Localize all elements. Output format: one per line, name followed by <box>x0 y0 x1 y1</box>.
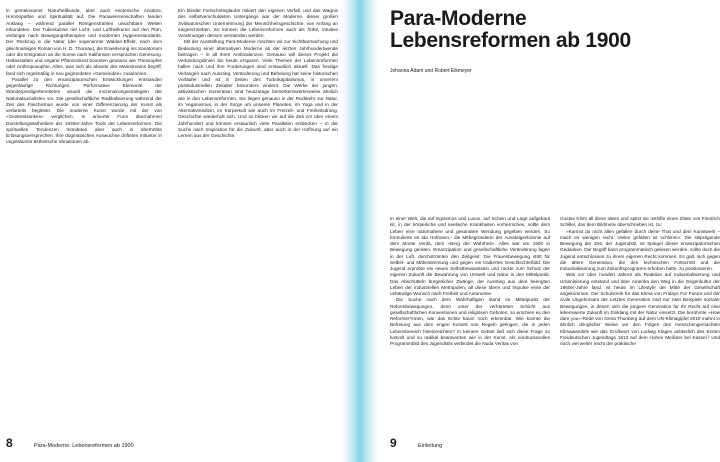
authors: Johanna Adam und Robert Eikmeyer <box>390 68 472 74</box>
left-col-2 <box>178 8 338 139</box>
paragraph: In einer Welt, die auf Egoismus und Luxus, auf Schein und Lüge aufgebaut ist, in der körperliche und seelische Krankheiten vorherrschen, sollte dem Leben eine naturnahere und gesündere Wendung gegeben werden. So formulierte es Ida Hofmann,¹ die Mitbegründerin der Aussteigerkolonie auf dem Monte Verità, dem »Berg der Wahrheit«. Alles war um 1900 in Bewegung geraten. Emanzipation und gesellschaftliche Veränderung lagen in der Luft, durchströmten den Zeitgeist: Die Frauenbewegung stritt für Selbst- und Mitbestimmung und gegen ein tradiertes Geschlechterbild. Die Jugend erprobte ein neues Selbstbewusstsein und rückte zum Schutz der eigenen Zukunft die Bewahrung von Umwelt und Natur in den Mittelpunkt. Das Abschütteln bürgerlicher Zwänge, der Ausstieg aus dem beengten Leben der industriellen Metropolen, all diese Ideen und Impulse einte der unbändige Wunsch nach Freiheit und Autonomie. <box>390 216 550 296</box>
paragraph: Ein blinder Fortschrittsglaube riskiert den eigenen Verfall, und das Wagnis des selbstverschuldeten Untergangs war der Moderne, dieser großen zivilisatorischen Unternehmung der Menschheitsgeschichte, von Anfang an eingeschrieben. So können die Lebensreformen auch als frühe, intuitive Vorahnungen dessen verstanden werden. <box>178 8 338 38</box>
chapter-title <box>390 8 631 52</box>
left-folio <box>6 436 134 450</box>
right-page <box>360 0 720 462</box>
paragraph: »Kannst du nicht allen gefallen durch deine That und dein Kunstwerk – mach es wenigen recht. Vielen gefallen ist schlimm«. Die stilprägende Bewegung der Zeit, der Jugendstil, ist Spiegel dieser emanzipatorischen Gedanken. Der Begriff kann programmatisch gelesen werden, sollte doch die Jugend entschlossen zu ihrem eigenen Recht kommen. Es galt, sich gegen die ältere Generation, die den technischen Fortschritt und die Industrialisierung zum Zukunftsprogramm erhoben hatte, zu positionieren. <box>560 228 720 271</box>
paragraph: Was vor über hundert Jahren als Reaktion auf Industrialisierung und Urbanisierung entstand und über Amerika den Weg in die Gegenkultur der 1960er-Jahre fand, ist heute im Lifestyle der Mitte der Gesellschaft angekommen. Der Schulstreik für das Klima von Fridays For Future und der zivile Ungehorsam der Letzten Generation sind nur zwei Beispiele sozialer Bewegungen, in denen sich die jüngere Generation für ihr Recht auf eine lebenswerte Zukunft im Einklang mit der Natur einsetzt. Die berühmte »How dare you«-Rede von Greta Thunberg auf dem UN-Klimagipfel 2019 mahnt in ähnlich dringlicher Weise vor den Folgen des menschengemachten Klimawandels wie das Grußwort von Ludwig Klages anlässlich des Ersten Freideutschen Jugendtags 1913 auf dem Hohen Meißner bei Kassel.² Und noch viel weiter reicht der praktische <box>560 272 720 346</box>
left-col-1 <box>6 8 162 146</box>
title-line: Para-Moderne <box>390 7 527 30</box>
running-title: Einleitung <box>418 443 443 449</box>
title-line: Lebensreformen ab 1900 <box>390 29 631 52</box>
page-number: 9 <box>390 436 397 450</box>
right-col-2 <box>560 216 720 347</box>
running-title: Para-Moderne. Lebensreformen ab 1900 <box>34 443 134 449</box>
paragraph: in gemeinsamer Naturheilkunde, aber auch esoterische Ansätze, Homöopathie und Spiritualität auf. Die Paraweissenschaften fanden Anklang – während parallel Röntgenstrahlen unsichtbare Welten erkundeten. Die Tuberkulose rief Licht- und Luftheilkuren auf den Plan, verlangte nach Bewegungstherapien und modernen Hygienestandards. Der Rückzug in die Natur (der sogenannte Walden-Effekt, nach dem gleichnamigen Roman von H. D. Thoreau), die Erweiterung ins Sanatorium oder die Emigration an die Sonne nach Kalifornien versprachen Genesung. Heilanstalten und vegane Pflanzenkost boomten genauso wie Theosophie oder Anthroposophie. Alles, was sich als abseits des Mainstreams begriff, fand sich regelmäßig in neu gegründeten »Gemeinden« zusammen. <box>6 8 162 76</box>
paragraph: Gustav Klimt all diese Ideen und spitzt sie mithilfe eines Zitats von Friedrich Schiller, das dem Bildmotiv überschrieben ist, zu: <box>560 216 720 228</box>
paragraph: Mit der Ausstellung Para-Moderne möchten wir zur Sichtbarmachung und Bedeutung einer alternativen Moderne ab der letzten Jahrhundertwende beitragen – in all ihren Ambivalenzen. Genauso will dieses Projekt die Verbindungslinien bis heute ersparen. Viele Themen der Lebensreformen hallen nach und ihre Forderungen sind erstaunlich aktuell. Das heutige Verlangen nach Ausstieg, Veränderung und Befreiung hat seine historischen Vorläufer und ist in Zeiten des Turbokapitalismus, in unserem postindustriellen Zeitalter besonders virulent. Die Werke der jungen, aktivistischen Generation sind heutzutage bemerkenswerterweise ähnlich wie in den Lebensreformen. Sie liegen genauso in der Rückkehr zur Natur, im Veganismus, in der Sorge um unseren Planeten, im Yoga und in der Alternativmedizin, im Körperkult wie auch im Freizeit- und Freiheitsdrang. Geschichte wiederholt sich. Und so blicken wir auf die Zeit vor über einem Jahrhundert und können erstaunlich viele Parallelen entdecken – in der Suche nach Inspiration für die Zukunft, aber auch in der Hoffnung auf ein Lernen aus der Geschichte. <box>178 39 338 138</box>
paragraph: Parallel zu den emanzipatorischen Entwicklungen entstanden gegenläufige Richtungen. Performative Elemente der Wanderpredigerbereiteten visuell die Inszenierungsstrategien der Nationalsozialisten vor. Die gesellschaftliche Radikalisierung während der Zeit des Faschismus wurde von einer Differenzierung der Kunst als verlarteits begleitet. Die moderne Kunst wurde mit der von »Geisteskranken« verglichen. In ariserter Form übernahmen Darstellungsästhetiken der 1930er-Jahre Tools der Lebensreformen. Die spirituellen Tendenzen mündeten aber auch in überhöhte Erlösungsversprechen. Ihre dogmatischen Auswüchse drifteten mitunter in ungeträumte ästhetische Variationen ab. <box>6 76 162 145</box>
page-number: 8 <box>6 436 13 450</box>
paragraph: Die Suche nach dem Wahrhaftigen stand im Mittelpunkt der Reformbewegungen, denn unter der verhärteten Schicht aus gesellschaftlichen Konventionen und religiösen Geboten, so erschien es den Reformer*innen, war das Echte kaum noch erkennbar. Wie konnte die Befreiung aus dem engen Korsett von Regeln gelingen, die in jeden Lebensbereich hineinreichten? In keinem Gebiet ließ sich diese Frage so lustvoll und so radikal beantworten wie in der Kunst. Als eindrucksvolles Programmbild des Jugendstils verbindet die Nuda Veritas von <box>390 297 550 346</box>
right-col-1 <box>390 216 550 347</box>
right-folio <box>390 436 442 450</box>
